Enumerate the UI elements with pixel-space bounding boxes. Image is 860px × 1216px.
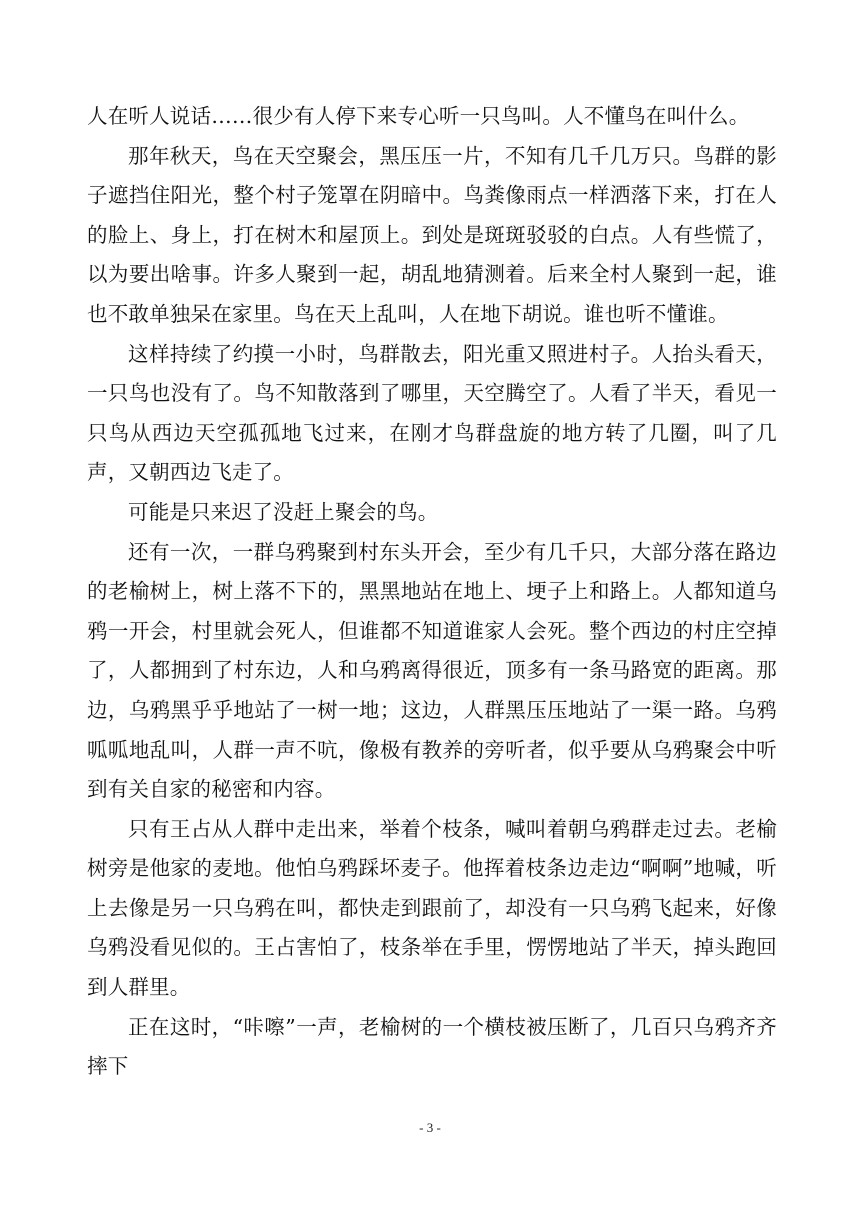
page-number: - 3 - bbox=[419, 1120, 441, 1135]
paragraph-1: 人在听人说话……很少有人停下来专心听一只鸟叫。人不懂鸟在叫什么。 bbox=[87, 104, 750, 128]
paragraph-5: 还有一次，一群乌鸦聚到村东头开会，至少有几千只，大部分落在路边的老榆树上，树上落不下的，黑黑地站在地上、埂子上和路上。人都知道乌鸦一开会，村里就会死人，但谁都不知道谁家人会死。整个西边的村庄空掉了，人都拥到了村东边，人和乌鸦离得很近，顶多有一条马路宽的距离。那边，乌鸦黑乎乎地站了一树一地；这边，人群黑压压地站了一渠一路。乌鸦呱呱地乱叫，人群一声不吭，像极有教养的旁听者，似乎要从乌鸦聚会中听到有关自家的秘密和内容。 bbox=[87, 539, 777, 802]
paragraph-7: 正在这时，“咔嚓”一声，老榆树的一个横枝被压断了，几百只乌鸦齐齐摔下 bbox=[87, 1014, 777, 1079]
document-body bbox=[87, 97, 777, 1087]
paragraph-3: 这样持续了约摸一小时，鸟群散去，阳光重又照进村子。人抬头看天，一只鸟也没有了。鸟不知散落到了哪里，天空腾空了。人看了半天，看见一只鸟从西边天空孤孤地飞过来，在刚才鸟群盘旋的地方转了几圈，叫了几声，又朝西边飞走了。 bbox=[87, 341, 777, 485]
paragraph-4: 可能是只来迟了没赶上聚会的鸟。 bbox=[128, 499, 439, 524]
paragraph-6: 只有王占从人群中走出来，举着个枝条，喊叫着朝乌鸦群走过去。老榆树旁是他家的麦地。他怕乌鸦踩坏麦子。他挥着枝条边走边“啊啊”地喊，听上去像是另一只乌鸦在叫，都快走到跟前了，却没有一只乌鸦飞起来，好像乌鸦没看见似的。王占害怕了，枝条举在手里，愣愣地站了半天，掉头跑回到人群里。 bbox=[87, 816, 777, 1000]
paragraph-2: 那年秋天，鸟在天空聚会，黑压压一片，不知有几千几万只。鸟群的影子遮挡住阳光，整个村子笼罩在阴暗中。鸟粪像雨点一样洒落下来，打在人的脸上、身上，打在树木和屋顶上。到处是斑斑驳驳的白点。人有些慌了，以为要出啥事。许多人聚到一起，胡乱地猜测着。后来全村人聚到一起，谁也不敢单独呆在家里。鸟在天上乱叫，人在地下胡说。谁也听不懂谁。 bbox=[87, 143, 777, 326]
